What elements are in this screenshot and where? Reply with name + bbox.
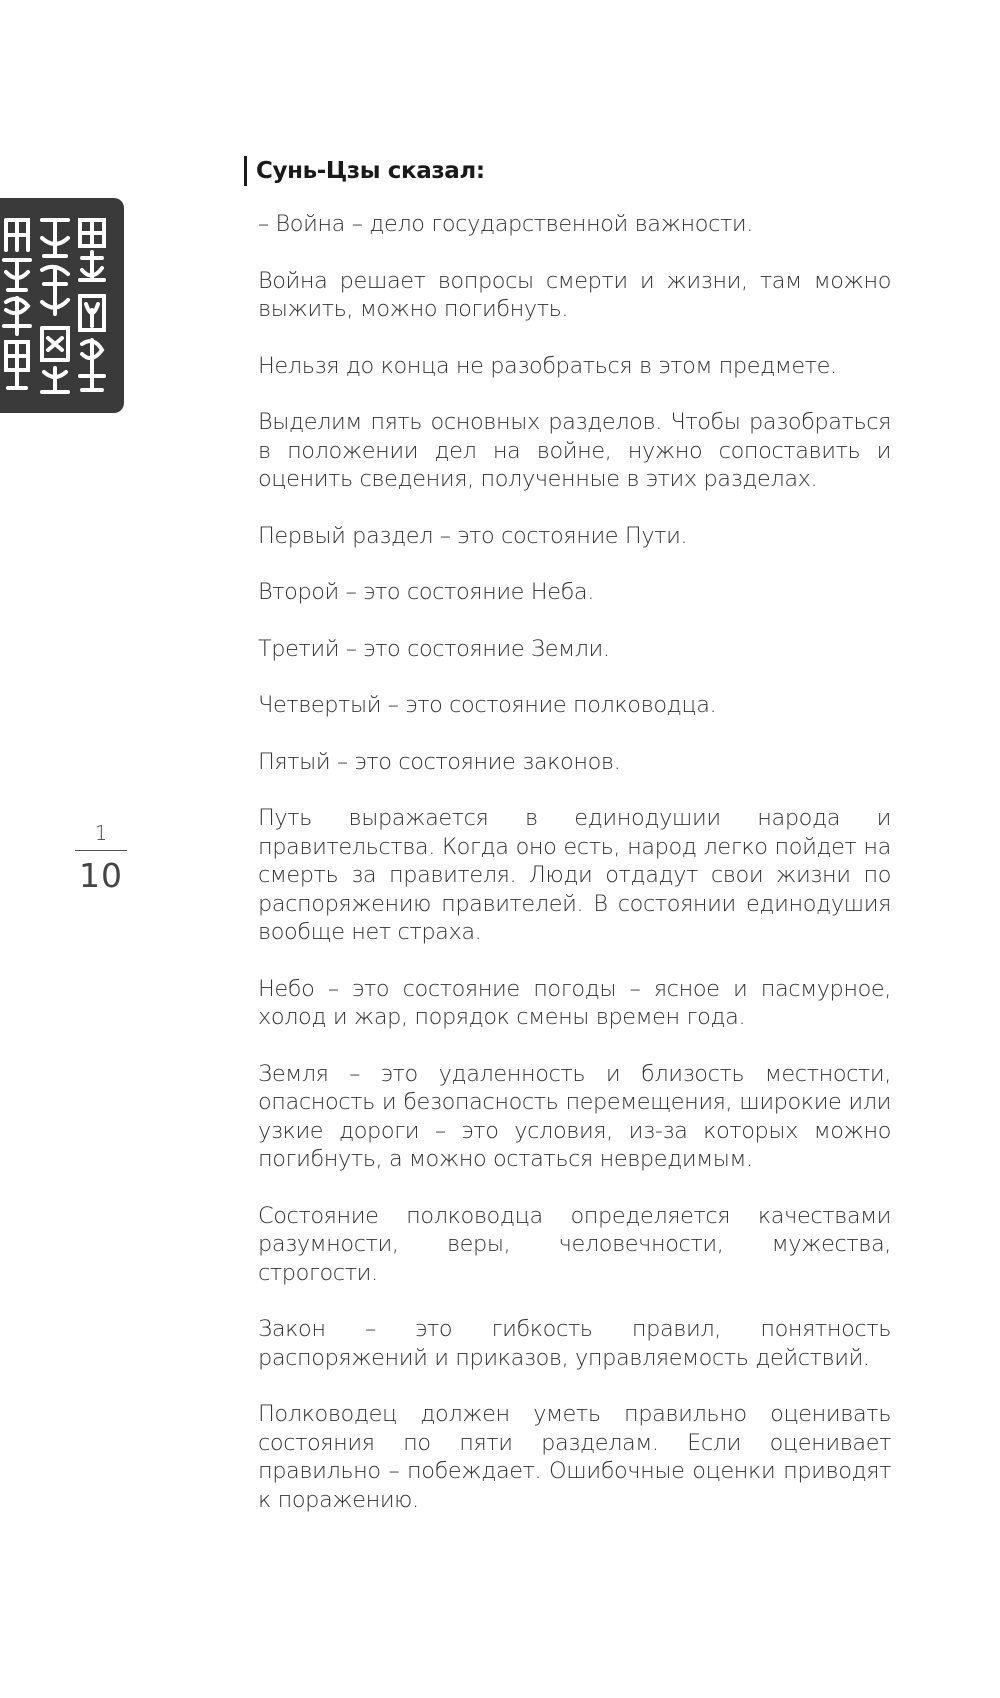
page-number-divider — [75, 850, 127, 851]
page-number-block — [75, 820, 127, 895]
paragraph: Полководец должен уметь правильно оценивать состояния по пяти разделам. Если оценивает правильно – побеждает. Ошибочные оценки приводят к поражению. — [258, 1401, 891, 1513]
paragraph: Закон – это гибкость правил, понятность распоряжений и приказов, управляемость действий. — [258, 1316, 891, 1371]
seal-stamp — [0, 198, 124, 413]
paragraph: Война решает вопросы смерти и жизни, там можно выжить, можно погибнуть. — [258, 267, 891, 322]
chapter-number: 1 — [94, 821, 108, 845]
section-heading: Сунь-Цзы сказал: — [244, 156, 891, 186]
paragraph: Первый раздел – это состояние Пути. — [258, 522, 688, 549]
paragraph: Второй – это состояние Неба. — [258, 579, 594, 605]
seal-glyphs-image — [0, 210, 112, 401]
paragraph: Состояние полководца определяется качествами разумности, веры, человечности, мужества, строгости. — [258, 1202, 891, 1286]
page-number: 10 — [79, 856, 123, 895]
main-text — [258, 156, 891, 1542]
paragraph: – Война – дело государственной важности. — [258, 211, 753, 237]
paragraph: Земля – это удаленность и близость местности, опасность и безопасность перемещения, широкие или узкие дороги – это условия, из-за которых можно погибнуть, а можно остаться невредимым. — [258, 1060, 891, 1172]
paragraph: Выделим пять основных разделов. Чтобы разобраться в положении дел на войне, нужно сопоставить и оценить сведения, полученные в этих разделах. — [258, 409, 891, 492]
paragraph: Четвертый – это состояние полководца. — [258, 692, 717, 718]
paragraph: Нельзя до конца не разобраться в этом предмете. — [258, 352, 837, 379]
paragraph: Третий – это состояние Земли. — [258, 635, 610, 662]
paragraph: Путь выражается в единодушии народа и правительства. Когда оно есть, народ легко пойдет на смерть за правителя. Люди отдадут свои жизни по распоряжению правителей. В состоянии единодушия вообще нет страха. — [258, 805, 891, 945]
paragraph: Небо – это состояние погоды – ясное и пасмурное, холод и жар, порядок смены времен года. — [258, 975, 891, 1030]
paragraph: Пятый – это состояние законов. — [258, 748, 621, 775]
